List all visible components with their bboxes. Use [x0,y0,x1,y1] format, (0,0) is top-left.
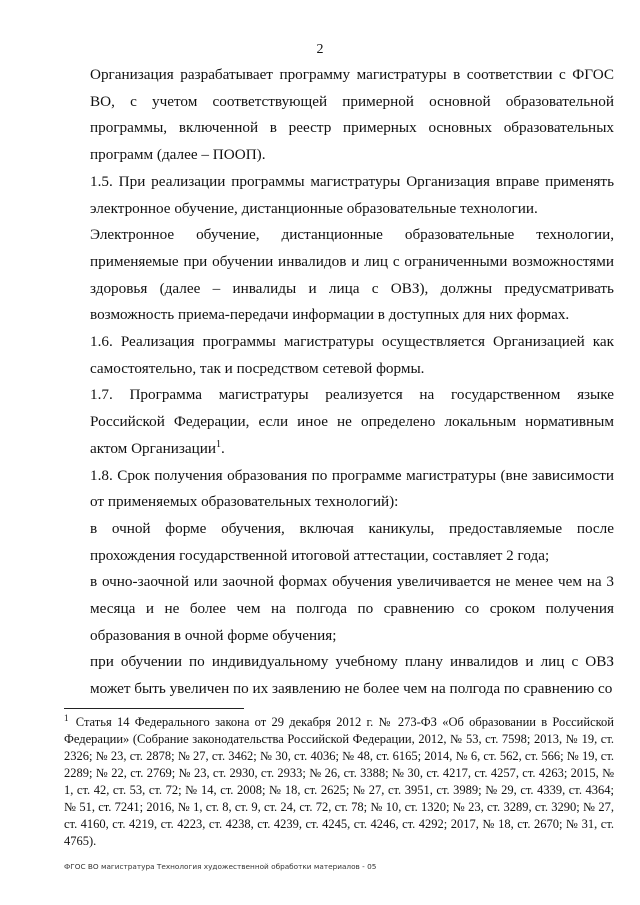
paragraph: Электронное обучение, дистанционные образовательные технологии, применяемые при обучении инвалидов и лиц с ограниченными возможностями здоровья (далее – инвалиды и лица с ОВЗ), должны предусматривать возможность приема-передачи информации в доступных для них формах. [90,226,614,324]
paragraph: 1.6. Реализация программы магистратуры осуществляется Организацией как самостоятельно, так и посредством сетевой формы. [90,333,614,377]
body-text [90,62,614,703]
paragraph: в очной форме обучения, включая каникулы, предоставляемые после прохождения государственной итоговой аттестации, составляет 2 года; [90,519,614,564]
paragraph: 1.8. Срок получения образования по программе магистратуры (вне зависимости от применяемых образовательных технологий): [90,466,614,511]
footnote-divider [64,708,244,709]
paragraph: Организация разрабатывает программу магистратуры в соответствии с ФГОС ВО, с учетом соответствующей примерной основной образовательной программы, включенной в реестр примерных основных образовательных программ (далее – ПООП). [90,66,614,164]
paragraph: при обучении по индивидуальному учебному плану инвалидов и лиц с ОВЗ может быть увеличен по их заявлению не более чем на полгода по сравнению со [90,653,614,698]
footnote-text: Статья 14 Федерального закона от 29 декабря 2012 г. № 273-ФЗ «Об образовании в Российской Федерации» (Собрание законодательства Российской Федерации, 2012, № 53, ст. 7598; 2013, № 19, ст. 2326; № 23, ст. 2878; № 27, ст. 3462; № 30, ст. 4036; № 48, ст. 6165; 2014, № 6, ст. 562, ст. 566; № 19, ст. 2289; № 22, ст. 2769; № 23, ст. 2930, ст. 2933; № 26, ст. 3388; № 30, ст. 4217, ст. 4257, ст. 4263; 2015, № 1, ст. 42, ст. 53, ст. 72; № 14, ст. 2008; № 18, ст. 2625; № 27, ст. 3951, ст. 3989; № 29, ст. 4339, ст. 4364; № 51, ст. 7241; 2016, № 1, ст. 8, ст. 9, ст. 24, ст. 72, ст. 78; № 10, ст. 1320; № 23, ст. 3289, ст. 3290; № 27, ст. 4160, ст. 4219, ст. 4223, ст. 4238, ст. 4239, ст. 4245, ст. 4246, ст. 4292; 2017, № 18, ст. 2670; № 31, ст. 4765). [64,715,614,848]
paragraph-1-7-tail: . [220,439,225,457]
page-number: 2 [316,42,324,57]
paragraph: в очно-заочной или заочной формах обучения увеличивается не менее чем на 3 месяца и не более чем на полгода по сравнению со сроком получения образования в очной форме обучения; [90,573,614,644]
footnote [64,714,614,850]
footnote-mark: 1 [64,712,69,723]
paragraph-1-7 [90,382,614,462]
footnote-reference[interactable]: 1 [215,438,221,450]
paragraph-1-7-text: 1.7. Программа магистратуры реализуется на государственном языке Российской Федерации, если иное не определено локальным нормативным актом Организации [90,386,614,457]
page-footer: ФГОС ВО магистратура Технология художественной обработки материалов - 05 [64,862,377,871]
paragraph: 1.5. При реализации программы магистратуры Организация вправе применять электронное обучение, дистанционные образовательные технологии. [90,172,614,217]
